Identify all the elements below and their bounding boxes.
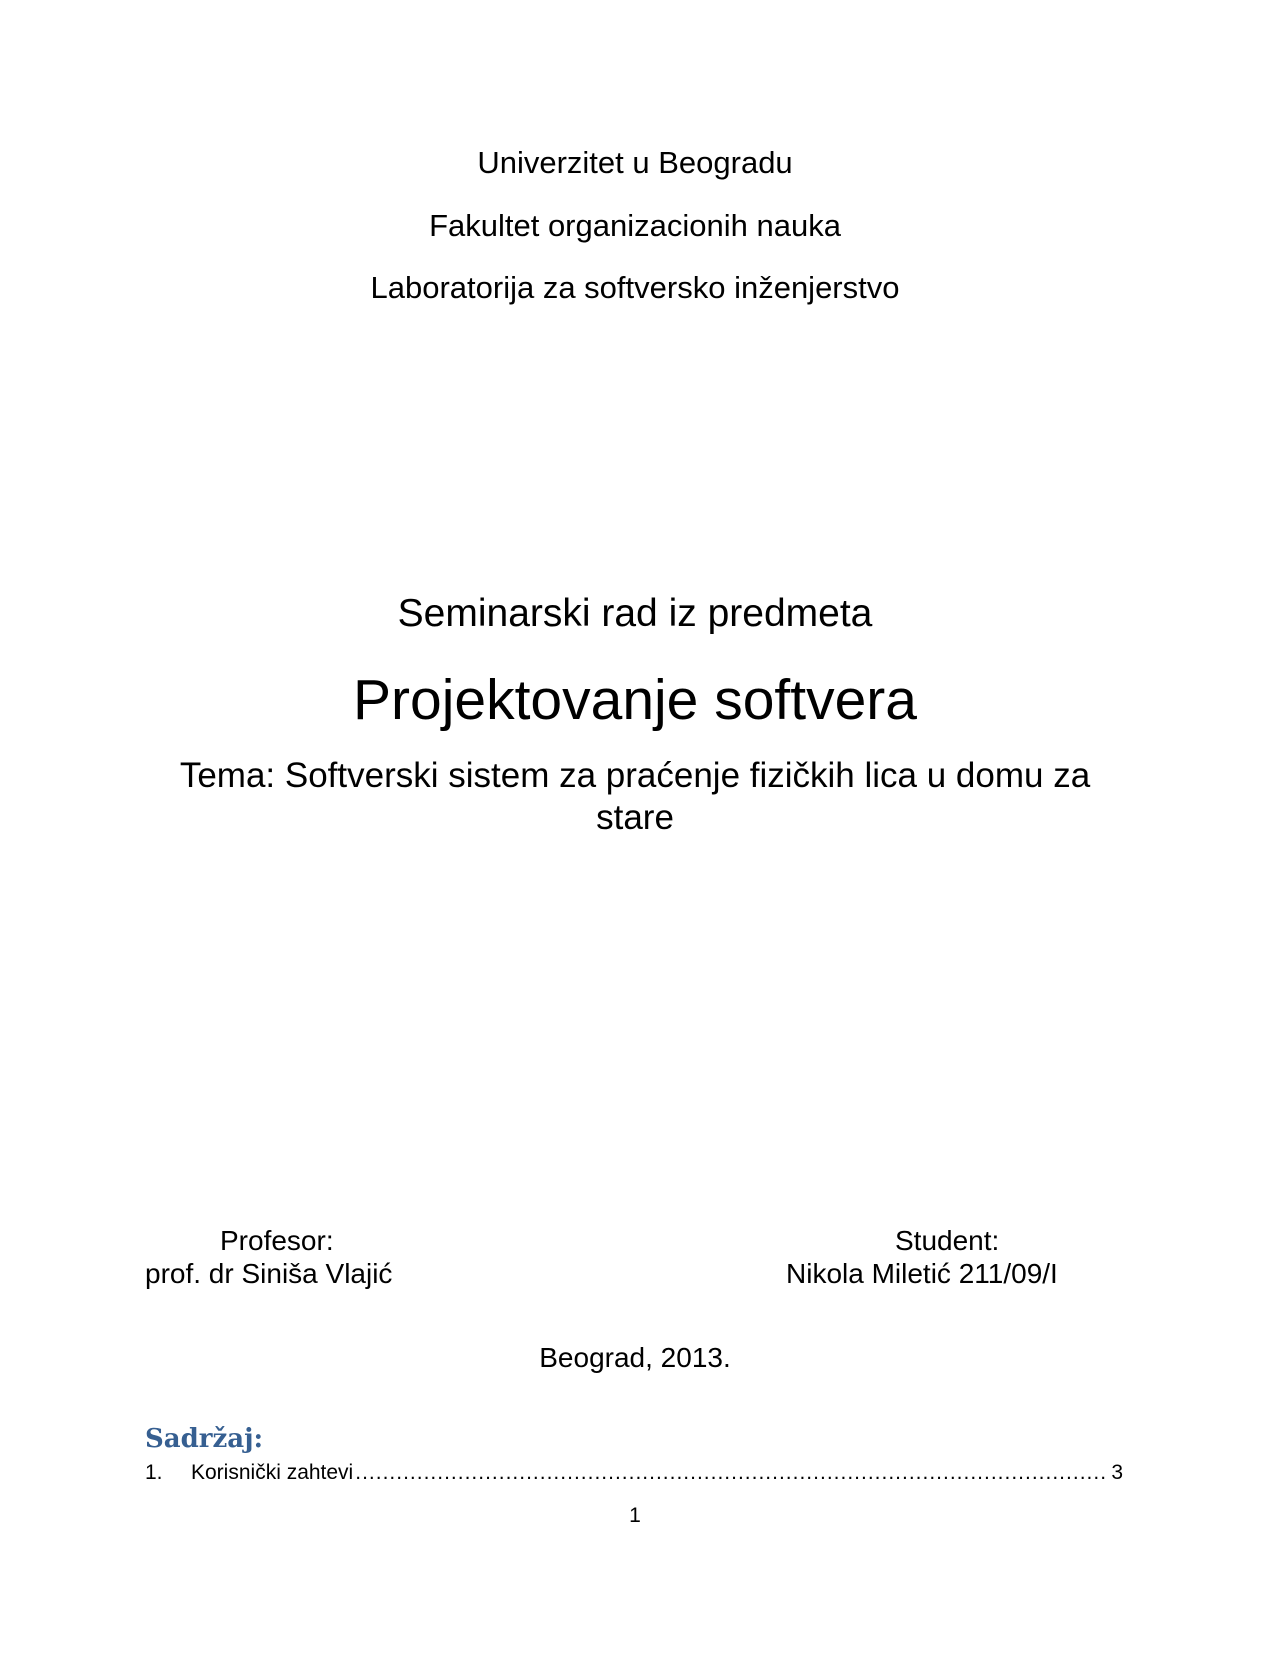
- toc-entry-title: Korisnički zahtevi: [191, 1461, 354, 1484]
- laboratory-name: Laboratorija za softversko inženjerstvo: [370, 270, 900, 305]
- faculty-name: Fakultet organizacionih nauka: [429, 208, 841, 243]
- professor-label: Profesor:: [220, 1225, 334, 1256]
- student-label: Student:: [895, 1225, 1000, 1256]
- course-title: Projektovanje softvera: [353, 668, 917, 732]
- place-date: Beograd, 2013.: [539, 1342, 731, 1373]
- toc-entry-number: 1.: [145, 1461, 163, 1484]
- professor-name: prof. dr Siniša Vlajić: [145, 1258, 393, 1289]
- student-name: Nikola Miletić 211/09/I: [786, 1258, 1058, 1289]
- toc-dot-leader: [355, 1460, 1107, 1486]
- university-name: Univerzitet u Beogradu: [477, 145, 793, 180]
- toc-entry[interactable]: [145, 1460, 1123, 1486]
- toc-heading: Sadržaj:: [145, 1424, 264, 1454]
- toc-entry-page: 3: [1111, 1461, 1123, 1484]
- seminar-subtitle: Seminarski rad iz predmeta: [397, 592, 873, 635]
- topic-line-2: stare: [596, 798, 674, 837]
- topic-line-1: Tema: Softverski sistem za praćenje fizičkih lica u domu za: [179, 756, 1091, 795]
- topic: [140, 755, 1130, 839]
- page-number: 1: [629, 1504, 641, 1527]
